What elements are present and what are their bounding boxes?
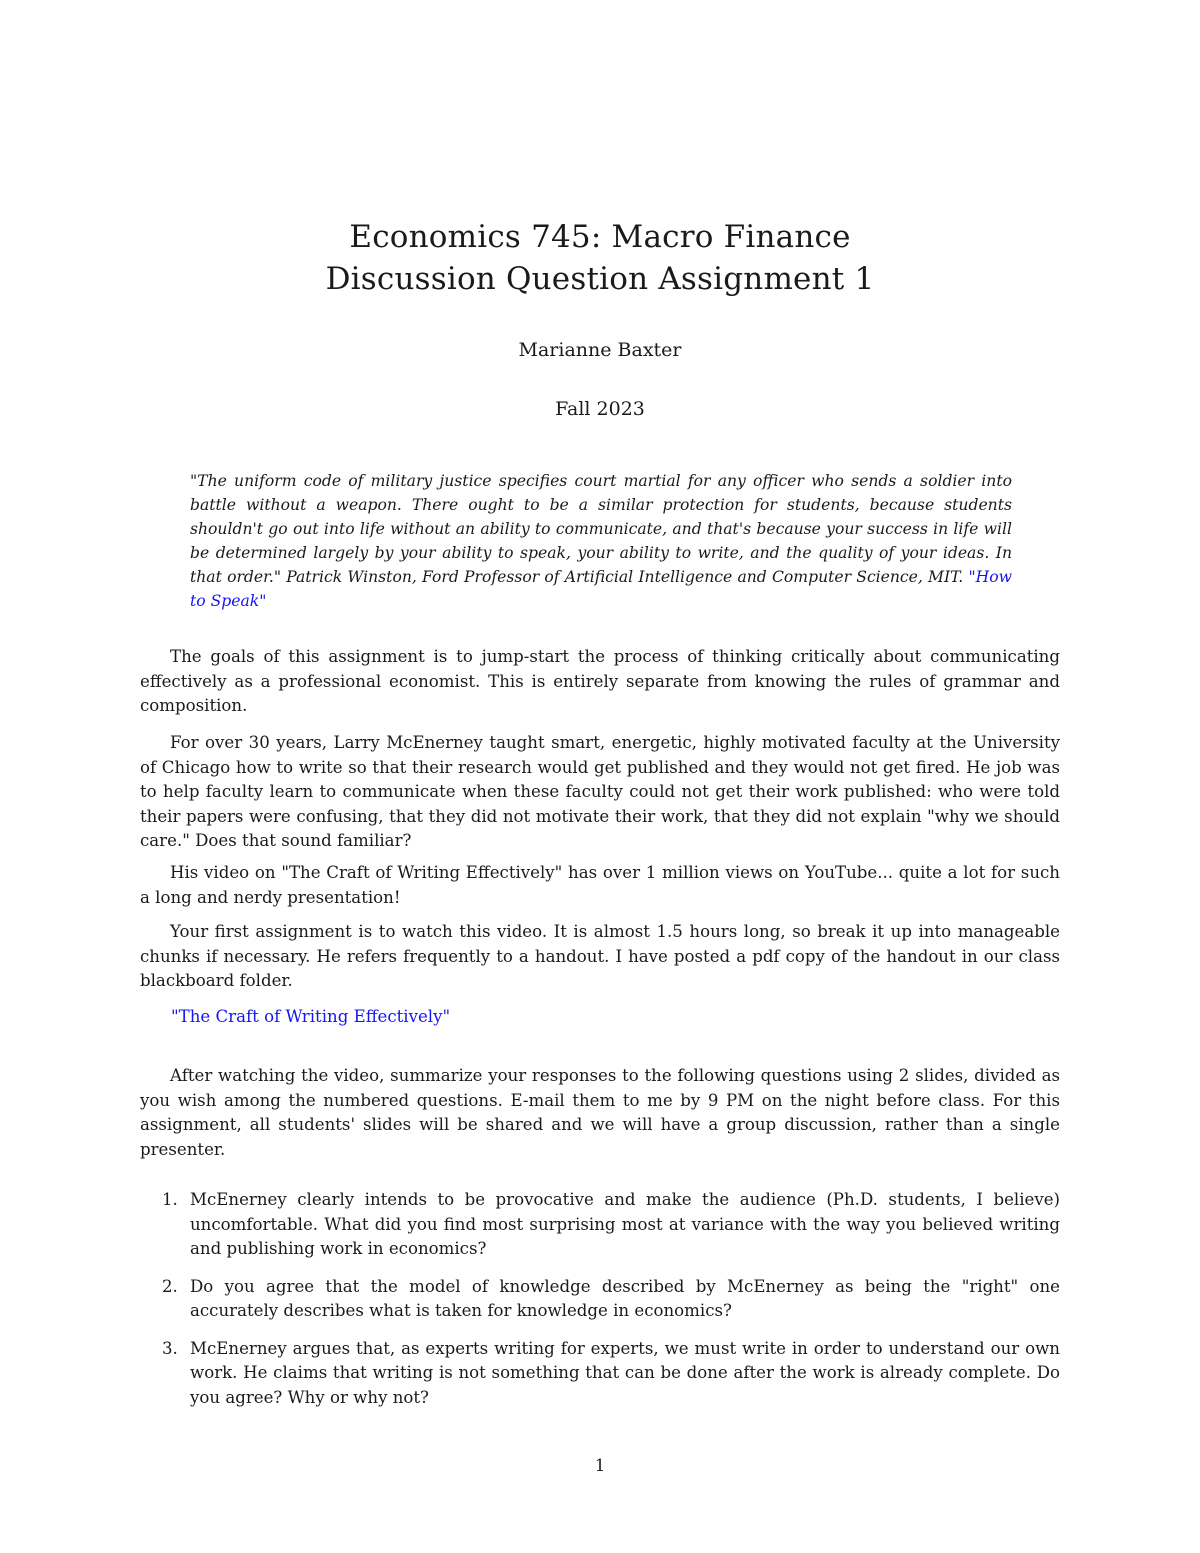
question-list xyxy=(140,1188,1060,1423)
title-line-1: Economics 745: Macro Finance xyxy=(349,219,851,255)
paragraph-assignment: Your first assignment is to watch this video. It is almost 1.5 hours long, so break it up into manageable chunks if necessary. He refers frequently to a handout. I have posted a pdf copy of the handout in our class blackboard folder. xyxy=(140,922,1060,990)
page-number: 1 xyxy=(594,1456,606,1475)
background-paragraph xyxy=(140,731,1060,854)
paragraph-goals: The goals of this assignment is to jump-start the process of thinking critically about communicating effectively as a professional economist. This is entirely separate from knowing the rules of grammar and composition. xyxy=(140,647,1060,715)
instructions-paragraph xyxy=(140,1064,1060,1162)
question-text: Do you agree that the model of knowledge described by McEnerney as being the "right" one accurately describes what is taken for knowledge in economics? xyxy=(190,1276,1060,1320)
intro-paragraph xyxy=(140,645,1060,719)
how-to-speak-link[interactable]: "How to Speak" xyxy=(190,568,1012,610)
epigraph-text: "The uniform code of military justice specifies court martial for any officer who sends a soldier into battle without a weapon. There ought to be a similar protection for students, because students shouldn't go out into life without an ability to communicate, and that's because your success in life will be determined largely by your ability to speak, your ability to write, and the quality of your ideas. In that order." Patrick Winston, Ford Professor of Artificial Intelligence and Computer Science, MIT. xyxy=(190,472,1012,586)
question-text: McEnerney clearly intends to be provocative and make the audience (Ph.D. students, I believe) uncomfortable. What did you find most surprising most at variance with the way you believed writing and publishing work in economics? xyxy=(190,1190,1060,1258)
list-item xyxy=(140,1275,1060,1324)
author-name: Marianne Baxter xyxy=(518,339,682,361)
document-title xyxy=(0,216,1200,300)
paragraph-instructions: After watching the video, summarize your responses to the following questions using 2 slides, divided as you wish among the numbered questions. E-mail them to me by 9 PM on the night before class. For this assignment, all students' slides will be shared and we will have a group discussion, rather than a single presenter. xyxy=(140,1066,1060,1159)
question-text: McEnerney argues that, as experts writing for experts, we must write in order to understand our own work. He claims that writing is not something that can be done after the work is already complete. Do you agree? Why or why not? xyxy=(190,1338,1060,1407)
craft-of-writing-link[interactable]: "The Craft of Writing Effectively" xyxy=(171,1007,451,1026)
list-item xyxy=(140,1337,1060,1411)
question-number: 1. xyxy=(162,1190,178,1209)
epigraph-quote xyxy=(190,469,1012,613)
paragraph-mcenerney: For over 30 years, Larry McEnerney taught smart, energetic, highly motivated faculty at the University of Chicago how to write so that their research would get published and they would not get fired. He job was to help faculty learn to communicate when these faculty could not get their work published: who were told their papers were confusing, that they did not motivate their work, that they did not explain "why we should care." Does that sound familiar? xyxy=(140,733,1060,850)
video-paragraph xyxy=(140,861,1060,910)
list-item xyxy=(140,1188,1060,1262)
question-number: 3. xyxy=(162,1338,178,1358)
title-line-2: Discussion Question Assignment 1 xyxy=(325,261,875,297)
assignment-paragraph xyxy=(140,920,1060,994)
term-date: Fall 2023 xyxy=(555,398,645,420)
question-number: 2. xyxy=(162,1276,178,1296)
paragraph-video: His video on "The Craft of Writing Effectively" has over 1 million views on YouTube... quite a lot for such a long and nerdy presentation! xyxy=(140,863,1060,907)
